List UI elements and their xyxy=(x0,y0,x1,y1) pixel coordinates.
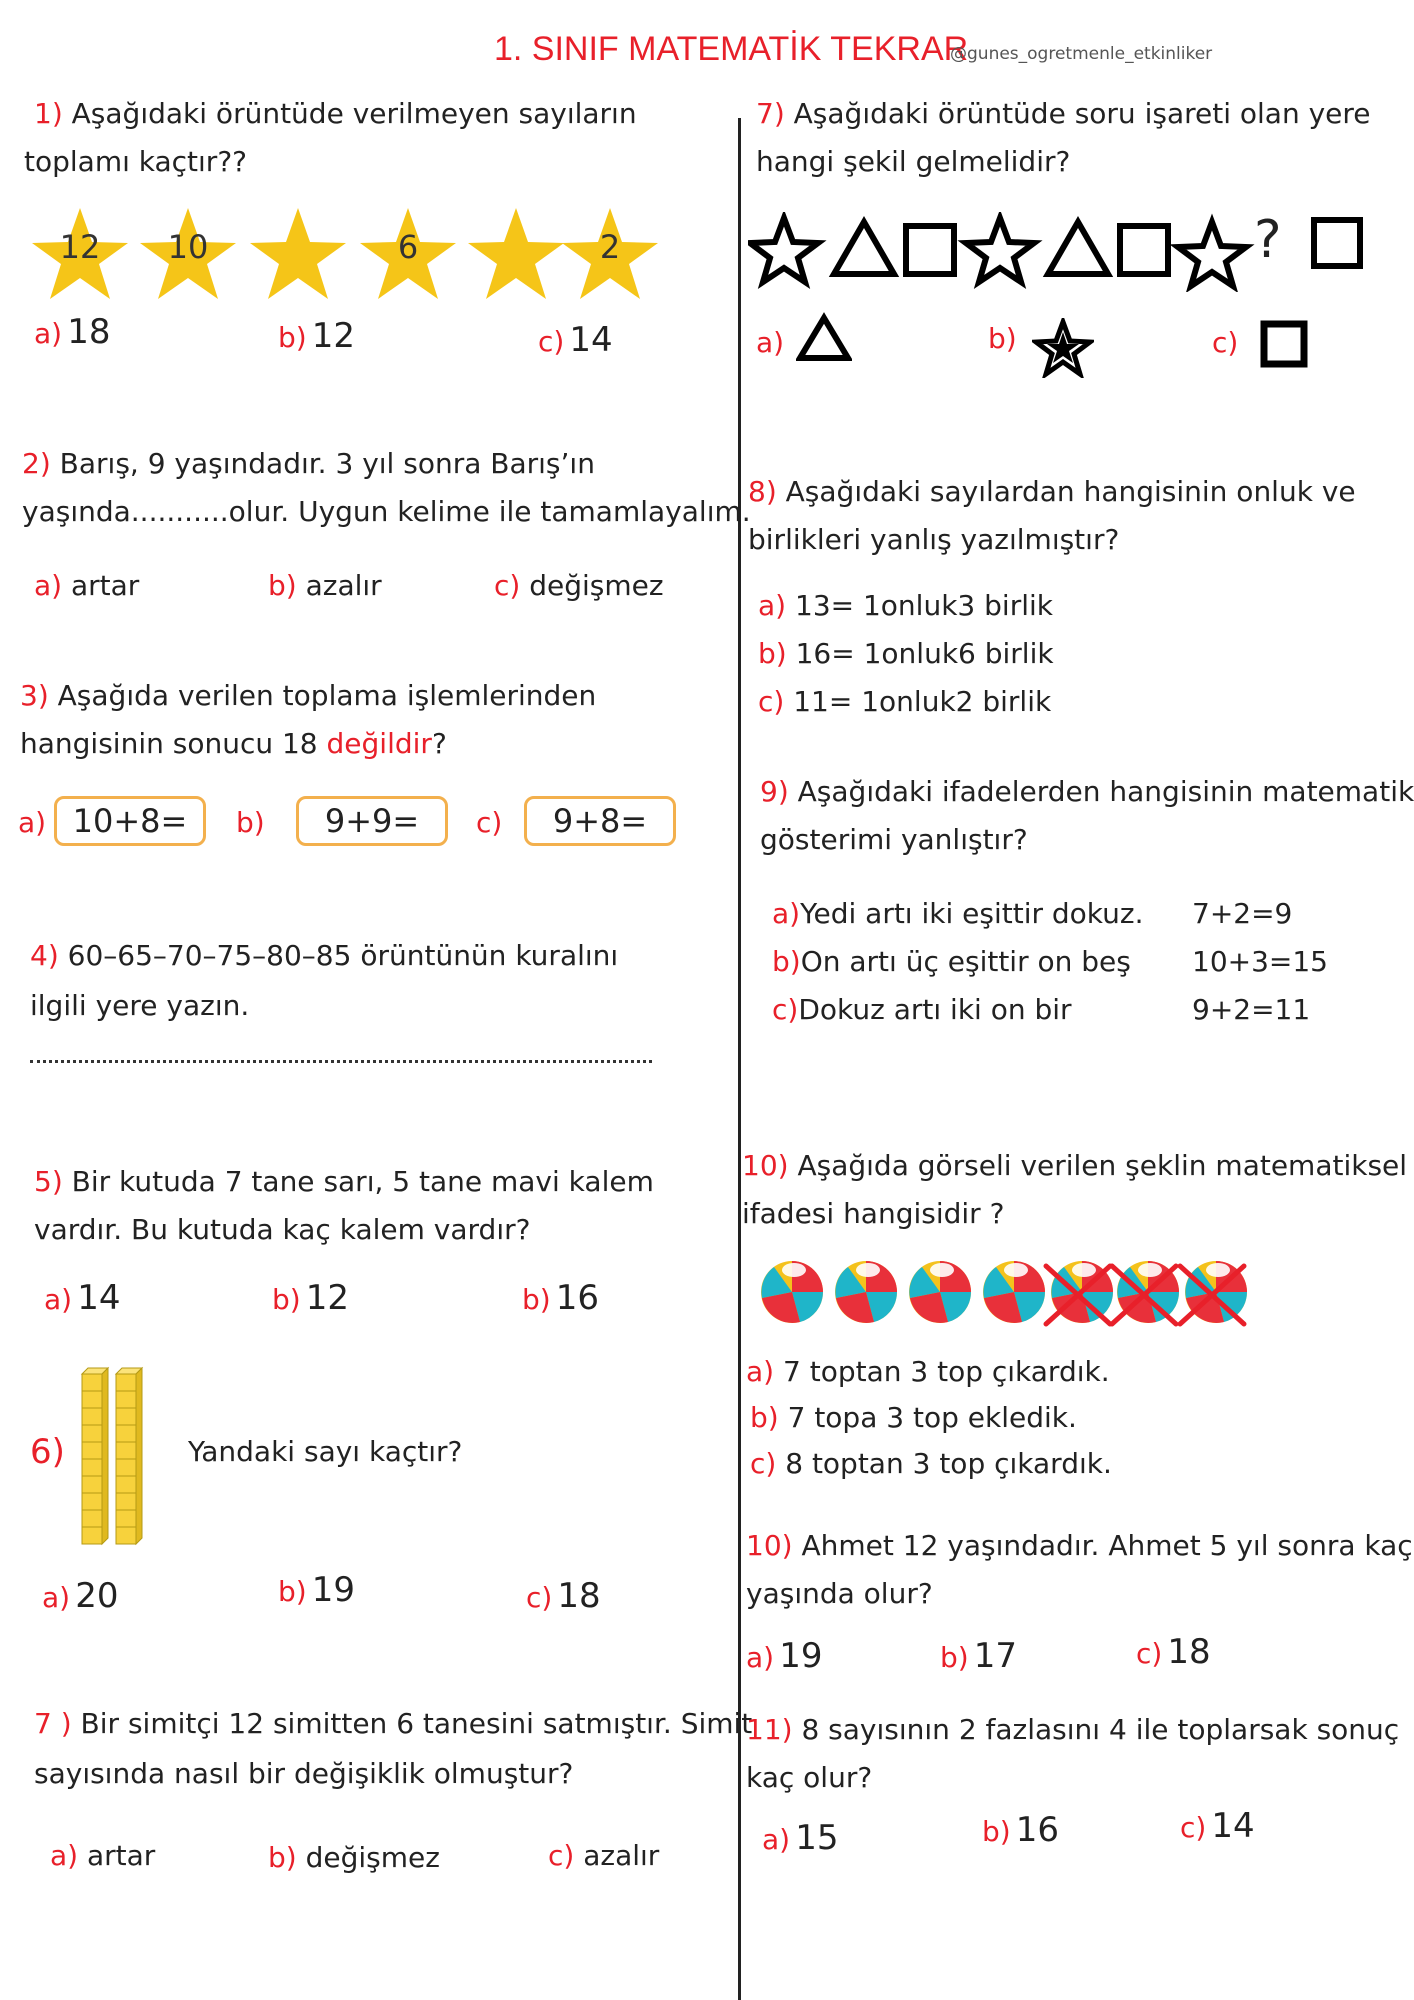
q7b-option-a[interactable]: a) artar xyxy=(50,1839,156,1872)
q5-text-line1: Bir kutuda 7 tane sarı, 5 tane mavi kalem xyxy=(71,1165,654,1198)
q3-text-line1: Aşağıda verilen toplama işlemlerinden xyxy=(57,679,597,712)
q7b-text-line1: Bir simitçi 12 simitten 6 tanesini satmıştır. Simit xyxy=(80,1707,753,1740)
question-mark: ? xyxy=(1254,210,1282,270)
q11-text-line1: 8 sayısının 2 fazlasını 4 ile toplarsak sonuç xyxy=(801,1713,1400,1746)
q2-option-c[interactable]: c) değişmez xyxy=(494,569,664,602)
star-outline-icon xyxy=(1178,222,1246,286)
q11-text-line2: kaç olur? xyxy=(746,1761,873,1794)
q9-option-b[interactable]: b)On artı üç eşittir on beş xyxy=(772,945,1131,978)
author-handle: @gunes_ogretmenle_etkinliker xyxy=(950,44,1213,64)
beach-ball-icon xyxy=(983,1261,1045,1323)
q9-number: 9) xyxy=(760,775,789,808)
beach-ball-icon xyxy=(761,1261,823,1323)
beach-ball-icon xyxy=(835,1261,897,1323)
square-outline-icon xyxy=(1264,324,1304,364)
triangle-outline-icon xyxy=(1048,222,1108,274)
q10b-option-a[interactable]: a) 19 xyxy=(746,1636,823,1676)
q4-answer-line[interactable] xyxy=(30,1060,652,1063)
q11-option-b[interactable]: b) 16 xyxy=(982,1810,1060,1850)
q5-text-line2: vardır. Bu kutuda kaç kalem vardır? xyxy=(34,1213,531,1246)
q3-number: 3) xyxy=(20,679,49,712)
q9-option-c-expr: 9+2=11 xyxy=(1192,993,1311,1026)
q8-number: 8) xyxy=(748,475,777,508)
q5-option-b[interactable]: b) 12 xyxy=(272,1278,350,1318)
star-2 xyxy=(138,206,238,302)
q7b-option-b[interactable]: b) değişmez xyxy=(268,1841,440,1874)
q7b-number: 7 ) xyxy=(34,1707,72,1740)
star-6 xyxy=(560,206,660,302)
star-number: 6 xyxy=(397,228,419,266)
q6-number: 6) xyxy=(30,1432,65,1472)
star-3 xyxy=(248,206,348,302)
q3-option-a[interactable]: 10+8= xyxy=(54,796,206,846)
q3-option-b[interactable]: 9+9= xyxy=(296,796,448,846)
q6-option-a[interactable]: a) 20 xyxy=(42,1576,119,1616)
q1-text-line1: Aşağıdaki örüntüde verilmeyen sayıların xyxy=(71,97,637,130)
q2-number: 2) xyxy=(22,447,51,480)
q1-option-b[interactable]: b) 12 xyxy=(278,316,356,356)
q1-number: 1) xyxy=(34,97,63,130)
q9-option-c[interactable]: c)Dokuz artı iki on bir xyxy=(772,993,1072,1026)
q9-option-a[interactable]: a)Yedi artı iki eşittir dokuz. xyxy=(772,897,1144,930)
q7-option-b[interactable] xyxy=(1032,318,1094,378)
star-number: 10 xyxy=(167,228,209,266)
q10b-number: 10) xyxy=(746,1529,793,1562)
q3-option-c-label: c) xyxy=(476,806,503,839)
q3-option-a-label: a) xyxy=(18,806,47,839)
q10b-text-line1: Ahmet 12 yaşındadır. Ahmet 5 yıl sonra kaç xyxy=(801,1529,1413,1562)
square-outline-icon xyxy=(1120,226,1168,274)
q7-option-c[interactable] xyxy=(1260,320,1308,368)
triangle-outline-icon xyxy=(834,222,894,274)
q10-option-a[interactable]: a) 7 toptan 3 top çıkardık. xyxy=(746,1355,1110,1388)
q5-number: 5) xyxy=(34,1165,63,1198)
q7-text-line2: hangi şekil gelmelidir? xyxy=(756,145,1071,178)
square-outline-icon xyxy=(906,226,954,274)
star-5 xyxy=(466,206,566,302)
q7-option-a-label: a) xyxy=(756,326,785,359)
q10-text-line1: Aşağıda görseli verilen şeklin matematiksel xyxy=(797,1149,1408,1182)
q3-option-b-label: b) xyxy=(236,806,265,839)
q9-option-a-expr: 7+2=9 xyxy=(1192,897,1293,930)
q8-option-a[interactable]: a) 13= 1onluk3 birlik xyxy=(758,589,1053,622)
q7-text-line1: Aşağıdaki örüntüde soru işareti olan yere xyxy=(793,97,1371,130)
q6-option-c[interactable]: c) 18 xyxy=(526,1576,601,1616)
star-number: 2 xyxy=(599,228,621,266)
star-4 xyxy=(358,206,458,302)
q2-text-line2: yaşında...........olur. Uygun kelime ile tamamlayalım. xyxy=(22,495,751,528)
q9-option-b-expr: 10+3=15 xyxy=(1192,945,1328,978)
ten-rods-icon xyxy=(80,1366,144,1548)
star-outline-icon xyxy=(966,218,1034,282)
q8-text-line1: Aşağıdaki sayılardan hangisinin onluk ve xyxy=(785,475,1356,508)
q4-text-line1: 60–65–70–75–80–85 örüntünün kuralını xyxy=(67,939,619,972)
q1-option-c[interactable]: c) 14 xyxy=(538,320,613,360)
star-1 xyxy=(30,206,130,302)
q2-text-line1: Barış, 9 yaşındadır. 3 yıl sonra Barış’ın xyxy=(59,447,595,480)
q6-option-b[interactable]: b) 19 xyxy=(278,1570,356,1610)
q3-option-c[interactable]: 9+8= xyxy=(524,796,676,846)
q8-option-b[interactable]: b) 16= 1onluk6 birlik xyxy=(758,637,1054,670)
q11-option-c[interactable]: c) 14 xyxy=(1180,1806,1255,1846)
page-title: 1. SINIF MATEMATİK TEKRAR xyxy=(494,30,969,68)
q1-text-line2: toplamı kaçtır?? xyxy=(24,145,248,178)
q8-text-line2: birlikleri yanlış yazılmıştır? xyxy=(748,523,1120,556)
q2-option-b[interactable]: b) azalır xyxy=(268,569,382,602)
q10-option-b[interactable]: b) 7 topa 3 top ekledik. xyxy=(750,1401,1077,1434)
q7-number: 7) xyxy=(756,97,785,130)
q7b-option-c[interactable]: c) azalır xyxy=(548,1839,660,1872)
star-outline-icon xyxy=(750,218,818,282)
q5-option-c[interactable]: b) 16 xyxy=(522,1278,600,1318)
q9-text-line1: Aşağıdaki ifadelerden hangisinin matematik xyxy=(797,775,1414,808)
q7b-text-line2: sayısında nasıl bir değişiklik olmuştur? xyxy=(34,1757,574,1790)
q1-option-a[interactable]: a) 18 xyxy=(34,312,111,352)
q9-text-line2: gösterimi yanlıştır? xyxy=(760,823,1028,856)
beach-ball-icon xyxy=(909,1261,971,1323)
q8-option-c[interactable]: c) 11= 1onluk2 birlik xyxy=(758,685,1052,718)
q7-option-b-label: b) xyxy=(988,322,1017,355)
q10b-text-line2: yaşında olur? xyxy=(746,1577,933,1610)
q7-option-c-label: c) xyxy=(1212,326,1239,359)
q11-number: 11) xyxy=(746,1713,793,1746)
q7-option-a[interactable] xyxy=(796,312,852,364)
star-number: 12 xyxy=(59,228,101,266)
square-outline-icon xyxy=(1314,220,1360,266)
q10-number: 10) xyxy=(742,1149,789,1182)
q6-text: Yandaki sayı kaçtır? xyxy=(188,1435,463,1468)
q4-text-line2: ilgili yere yazın. xyxy=(30,989,250,1022)
q2-option-a[interactable]: a) artar xyxy=(34,569,140,602)
q10-option-c[interactable]: c) 8 toptan 3 top çıkardık. xyxy=(750,1447,1112,1480)
triangle-outline-icon xyxy=(800,318,848,358)
q10b-option-c[interactable]: c) 18 xyxy=(1136,1632,1211,1672)
q11-option-a[interactable]: a) 15 xyxy=(762,1818,839,1858)
q3-text-line2: hangisinin sonucu 18 değildir? xyxy=(20,727,447,760)
q10b-option-b[interactable]: b) 17 xyxy=(940,1636,1018,1676)
q4-number: 4) xyxy=(30,939,59,972)
q10-text-line2: ifadesi hangisidir ? xyxy=(742,1197,1005,1230)
q5-option-a[interactable]: a) 14 xyxy=(44,1278,121,1318)
beach-balls-image xyxy=(760,1258,1270,1328)
